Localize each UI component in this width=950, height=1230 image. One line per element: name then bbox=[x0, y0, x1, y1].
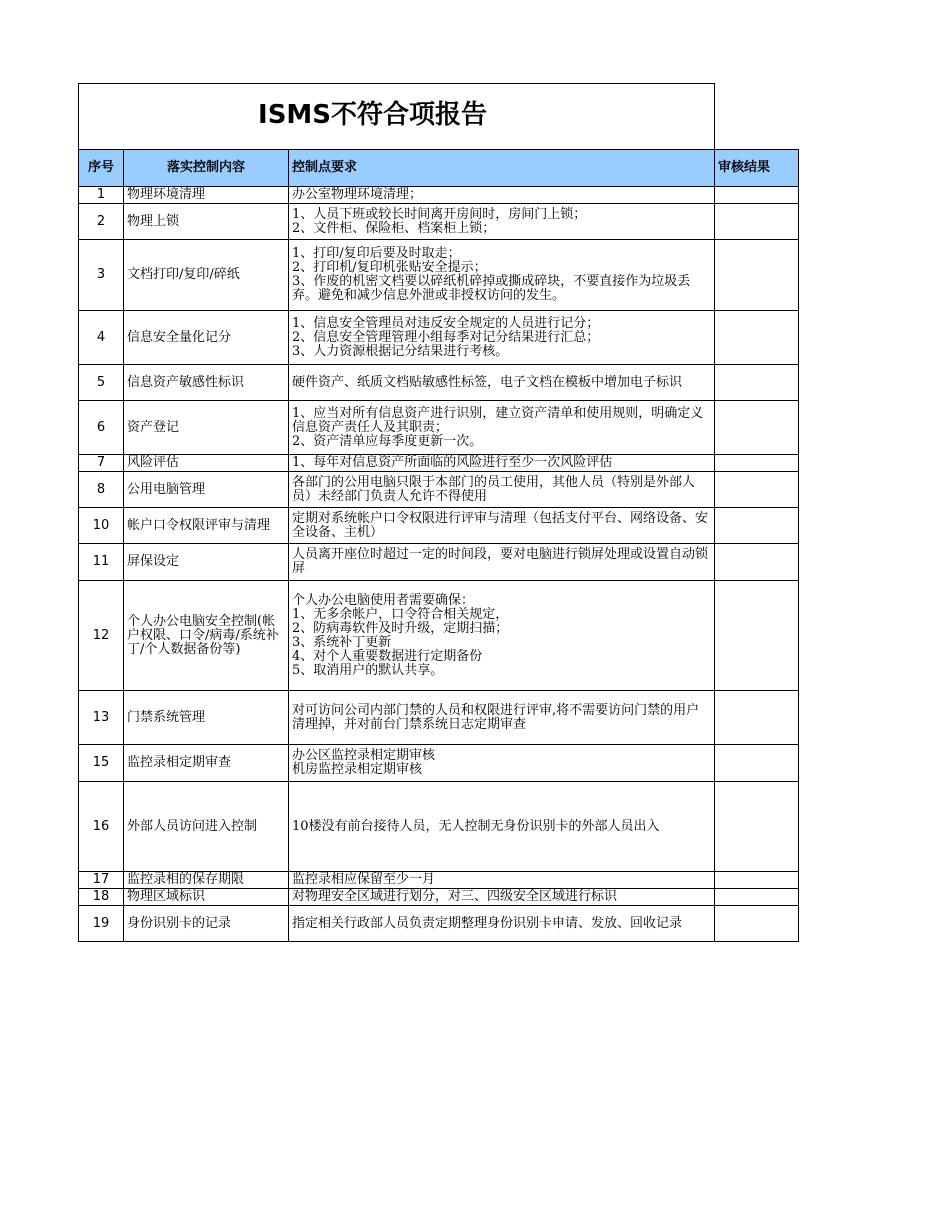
control-content: 门禁系统管理 bbox=[124, 691, 289, 745]
table-row bbox=[79, 508, 799, 544]
control-content: 物理环境清理 bbox=[124, 187, 289, 204]
control-requirement: 人员离开座位时超过一定的时间段，要对电脑进行锁屏处理或设置自动锁屏 bbox=[289, 544, 715, 581]
title-blank bbox=[715, 83, 799, 150]
control-content: 身份识别卡的记录 bbox=[124, 906, 289, 942]
control-requirement: 定期对系统帐户口令权限进行评审与清理（包括支付平台、网络设备、安全设备、主机） bbox=[289, 508, 715, 544]
audit-result bbox=[715, 745, 799, 782]
control-requirement: 办公室物理环境清理； bbox=[289, 187, 715, 204]
row-number: 12 bbox=[79, 581, 124, 691]
row-number: 15 bbox=[79, 745, 124, 782]
control-content: 帐户口令权限评审与清理 bbox=[124, 508, 289, 544]
row-number: 17 bbox=[79, 872, 124, 889]
table-row bbox=[79, 311, 799, 365]
table-row bbox=[79, 906, 799, 942]
table-row bbox=[79, 472, 799, 508]
row-number: 19 bbox=[79, 906, 124, 942]
audit-result bbox=[715, 311, 799, 365]
control-requirement: 1、打印/复印后要及时取走； 2、打印机/复印机张贴安全提示； 3、作废的机密文档要以碎纸机碎掉或撕成碎块，不要直接作为垃圾丢弃。避免和减少信息外泄或非授权访问的发生。 bbox=[289, 240, 715, 311]
header-control: 落实控制内容 bbox=[124, 150, 289, 187]
table-row bbox=[79, 365, 799, 401]
control-requirement: 硬件资产、纸质文档贴敏感性标签，电子文档在模板中增加电子标识 bbox=[289, 365, 715, 401]
row-number: 2 bbox=[79, 204, 124, 240]
control-content: 文档打印/复印/碎纸 bbox=[124, 240, 289, 311]
control-requirement: 1、应当对所有信息资产进行识别，建立资产清单和使用规则，明确定义信息资产责任人及其职责； 2、资产清单应每季度更新一次。 bbox=[289, 401, 715, 455]
table-row bbox=[79, 581, 799, 691]
row-number: 10 bbox=[79, 508, 124, 544]
header-result: 审核结果 bbox=[715, 150, 799, 187]
row-number: 16 bbox=[79, 782, 124, 872]
control-content: 外部人员访问进入控制 bbox=[124, 782, 289, 872]
audit-result bbox=[715, 472, 799, 508]
control-content: 屏保设定 bbox=[124, 544, 289, 581]
control-requirement: 各部门的公用电脑只限于本部门的员工使用，其他人员（特别是外部人员）未经部门负责人允许不得使用 bbox=[289, 472, 715, 508]
table-row bbox=[79, 745, 799, 782]
table-row bbox=[79, 782, 799, 872]
control-content: 物理区域标识 bbox=[124, 889, 289, 906]
report-title: ISMS不符合项报告 bbox=[258, 99, 488, 130]
audit-result bbox=[715, 782, 799, 872]
row-number: 6 bbox=[79, 401, 124, 455]
table-row bbox=[79, 872, 799, 889]
audit-result bbox=[715, 365, 799, 401]
audit-result bbox=[715, 544, 799, 581]
audit-result bbox=[715, 691, 799, 745]
row-number: 4 bbox=[79, 311, 124, 365]
audit-result bbox=[715, 906, 799, 942]
row-number: 3 bbox=[79, 240, 124, 311]
audit-result bbox=[715, 872, 799, 889]
row-number: 18 bbox=[79, 889, 124, 906]
title-cell bbox=[79, 83, 715, 150]
control-requirement: 对可访问公司内部门禁的人员和权限进行评审,将不需要访问门禁的用户清理掉，并对前台门禁系统日志定期审查 bbox=[289, 691, 715, 745]
control-content: 物理上锁 bbox=[124, 204, 289, 240]
table-row bbox=[79, 187, 799, 204]
isms-report-table bbox=[78, 83, 799, 942]
control-requirement: 1、人员下班或较长时间离开房间时，房间门上锁； 2、文件柜、保险柜、档案柜上锁； bbox=[289, 204, 715, 240]
row-number: 5 bbox=[79, 365, 124, 401]
row-number: 7 bbox=[79, 455, 124, 472]
audit-result bbox=[715, 581, 799, 691]
header-requirement: 控制点要求 bbox=[289, 150, 715, 187]
control-content: 资产登记 bbox=[124, 401, 289, 455]
control-requirement: 1、每年对信息资产所面临的风险进行至少一次风险评估 bbox=[289, 455, 715, 472]
table-row bbox=[79, 455, 799, 472]
audit-result bbox=[715, 889, 799, 906]
control-requirement: 监控录相应保留至少一月 bbox=[289, 872, 715, 889]
control-requirement: 办公区监控录相定期审核 机房监控录相定期审核 bbox=[289, 745, 715, 782]
audit-result bbox=[715, 204, 799, 240]
control-content: 监控录相定期审查 bbox=[124, 745, 289, 782]
table-row bbox=[79, 691, 799, 745]
control-content: 监控录相的保存期限 bbox=[124, 872, 289, 889]
control-content: 信息资产敏感性标识 bbox=[124, 365, 289, 401]
table-row bbox=[79, 204, 799, 240]
table-row bbox=[79, 240, 799, 311]
control-requirement: 1、信息安全管理员对违反安全规定的人员进行记分； 2、信息安全管理管理小组每季对记分结果进行汇总； 3、人力资源根据记分结果进行考核。 bbox=[289, 311, 715, 365]
row-number: 13 bbox=[79, 691, 124, 745]
control-content: 公用电脑管理 bbox=[124, 472, 289, 508]
table-row bbox=[79, 889, 799, 906]
audit-result bbox=[715, 240, 799, 311]
table-row bbox=[79, 544, 799, 581]
control-requirement: 对物理安全区域进行划分，对三、四级安全区域进行标识 bbox=[289, 889, 715, 906]
audit-result bbox=[715, 508, 799, 544]
control-requirement: 个人办公电脑使用者需要确保： 1、无多余帐户，口令符合相关规定， 2、防病毒软件及时升级，定期扫描； 3、系统补丁更新 4、对个人重要数据进行定期备份 5、取消用户的默认共享。 bbox=[289, 581, 715, 691]
row-number: 11 bbox=[79, 544, 124, 581]
control-content: 个人办公电脑安全控制(帐户权限、口令/病毒/系统补丁/个人数据备份等) bbox=[124, 581, 289, 691]
control-content: 风险评估 bbox=[124, 455, 289, 472]
row-number: 1 bbox=[79, 187, 124, 204]
audit-result bbox=[715, 187, 799, 204]
row-number: 8 bbox=[79, 472, 124, 508]
header-no: 序号 bbox=[79, 150, 124, 187]
audit-result bbox=[715, 401, 799, 455]
audit-result bbox=[715, 455, 799, 472]
header-row bbox=[79, 150, 799, 187]
title-row bbox=[79, 83, 799, 150]
table-row bbox=[79, 401, 799, 455]
control-requirement: 10楼没有前台接待人员，无人控制无身份识别卡的外部人员出入 bbox=[289, 782, 715, 872]
control-content: 信息安全量化记分 bbox=[124, 311, 289, 365]
control-requirement: 指定相关行政部人员负责定期整理身份识别卡申请、发放、回收记录 bbox=[289, 906, 715, 942]
